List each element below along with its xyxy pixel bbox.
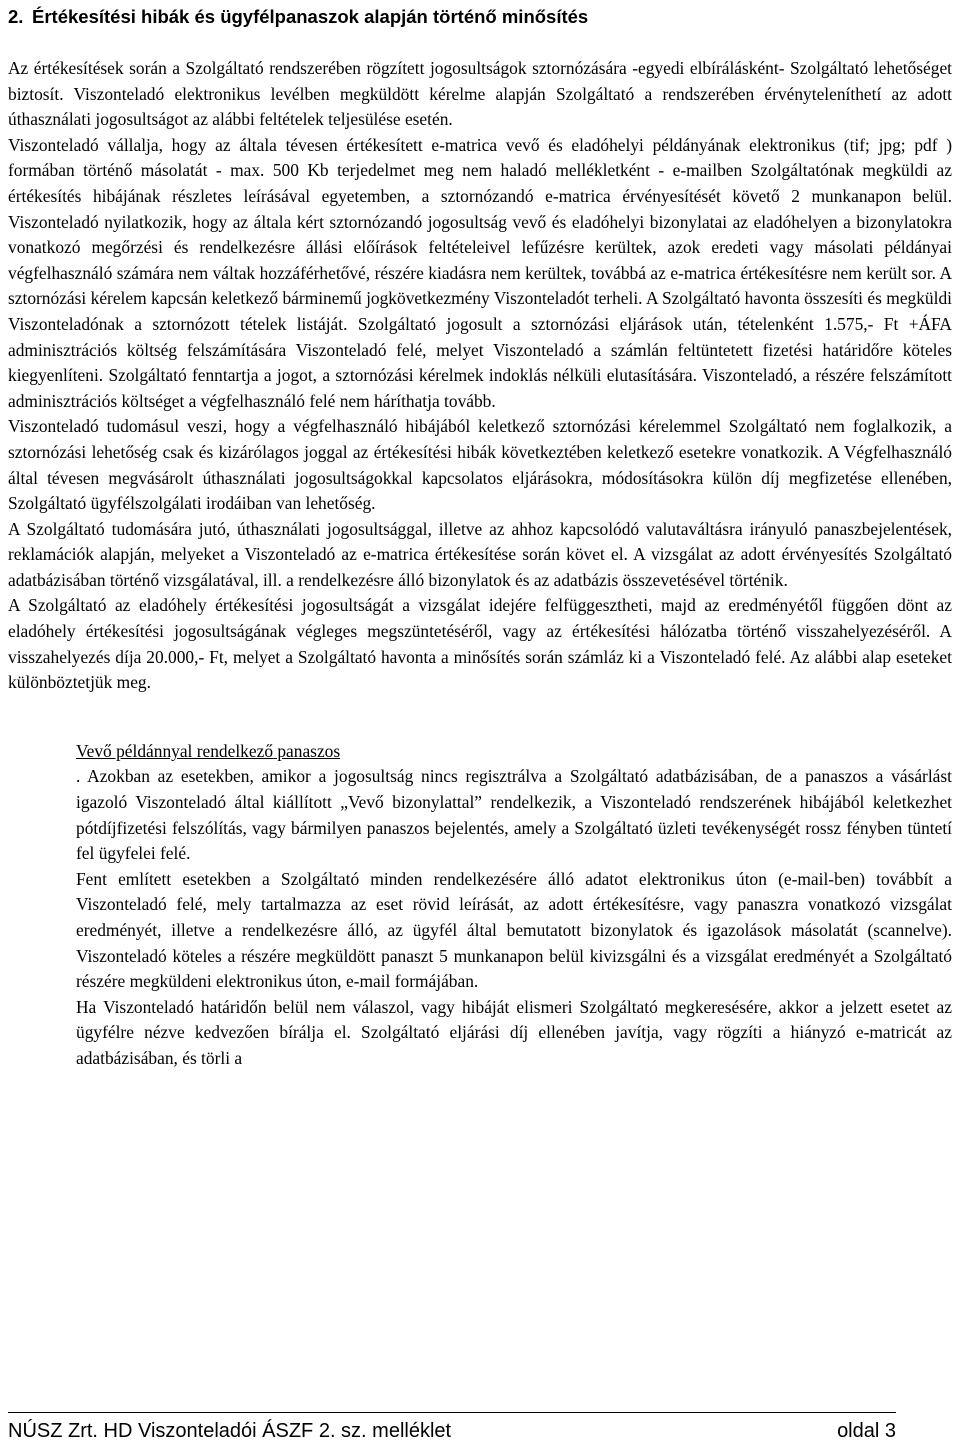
paragraph-complaints: A Szolgáltató tudomására jutó, úthasználati jogosultsággal, illetve az ahhoz kapcsolódó valutaváltásra irányuló panaszbejelentések, reklamációk alapján, melyeket a Viszonteladó az e-matrica értékesítése során követ el. A vizsgálat az adott érvényesítés Szolgáltató adatbázisában történő vizsgálatával, ill. a rendelkezésre álló bizonylatok és az adatbázis összevetésével történik. (8, 518, 952, 590)
paragraph-storno-conditions: Viszonteladó vállalja, hogy az általa tévesen értékesített e-matrica vevő és eladóhelyi példányának elektronikus (tif; jpg; pdf ) formában történő másolatát - max. 500 Kb terjedelmet meg nem haladó mellékletként - e-mailben Szolgáltatónak megküldi az értékesítés hibájának részletes leírásával egyetemben, a sztornózandó e-matrica érvényesítését követő 2 munkanapon belül. Viszonteladó nyilatkozik, hogy az általa kért sztornózandó jogosultság vevő és eladóhelyi bizonylatai az eladóhelyen a bizonylatokra vonatkozó megőrzési és rendelkezésre állási előírások feltételeivel lefűzésre kerültek, azok eredeti vagy másolati példányai végfelhasználó számára nem váltak hozzáférhetővé, részére kiadásra nem kerültek, továbbá az e-matrica értékesítésre nem került sor. A sztornózási kérelem kapcsán keletkező bárminemű jogkövetkezmény Viszonteladót terheli. A Szolgáltató havonta összesíti és megküldi Viszonteladónak a sztornózott tételek listáját. Szolgáltató jogosult a sztornózási eljárások után, tételenként 1.575,- Ft +ÁFA adminisztrációs költség felszámítására Viszonteladó felé, melyet Viszonteladó a számlán feltüntetett fizetési határidőre köteles kiegyenlíteni. Szolgáltató fenntartja a jogot, a sztornózási kérelmek indoklás nélküli elutasítására. Viszonteladó, a részére felszámított adminisztrációs költséget a végfelhasználó felé nem háríthatja tovább. (8, 134, 952, 411)
complaint-paragraph-3: Ha Viszonteladó határidőn belül nem válaszol, vagy hibáját elismeri Szolgáltató megkeresésére, akkor a jelzett esetet az ügyfélre nézve kedvezően bírálja el. Szolgáltató eljárási díj ellenében javítja, vagy rögzíti a hiányzó e-matricát az adatbázisában, és törli a (76, 996, 952, 1068)
complaint-paragraph-1: . Azokban az esetekben, amikor a jogosultság nincs regisztrálva a Szolgáltató adatbázisában, de a panaszos a vásárlást igazoló Viszonteladó által kiállított „Vevő bizonylattal” rendelkezik, a Viszonteladó rendszerének hibájából keletkezhet pótdíjfizetési felszólítás, vagy bármilyen panaszos bejelentés, amely a Szolgáltató üzleti tevékenységét rossz fényben tüntetí fel ügyfelei felé. (76, 766, 952, 864)
paragraph-suspension: A Szolgáltató az eladóhely értékesítési jogosultságát a vizsgálat idejére felfüggesztheti, majd az eredményétől függően dönt az eladóhely értékesítési jogosultságának végleges megszüntetéséről, vagy az értékesítési hálózatba történő visszahelyezéséről. A visszahelyezés díja 20.000,- Ft, melyet a Szolgáltató havonta a minősítés során számláz ki a Viszonteladó felé. Az alábbi alap eseteket különböztetjük meg. (8, 595, 952, 693)
complaint-section (8, 739, 952, 1072)
paragraph-intro: Az értékesítések során a Szolgáltató rendszerében rögzített jogosultságok sztornózására -egyedi elbírálásként- Szolgáltató lehetőséget biztosít. Viszonteladó elektronikus levélben megküldött kérelme alapján Szolgáltató a rendszerében érvényteleníthetí az adott úthasználati jogosultságot az alábbi feltételek teljesülése esetén. (8, 58, 952, 130)
section-spacer (8, 696, 952, 739)
document-page (8, 0, 952, 1072)
complaint-paragraph-2: Fent említett esetekben a Szolgáltató minden rendelkezésére álló adatot elektronikus úton (e-mail-ben) továbbít a Viszonteladó felé, mely tartalmazza az eset rövid leírását, az adott értékesítésre, vagy panaszra vonatkozó vizsgálat eredményét, illetve a rendelkezésre álló, az ügyfél által bemutatott bizonylatok és igazolások másolatát (scannelve). Viszonteladó köteles a részére megküldött panaszt 5 munkanapon belül kivizsgálni és a vizsgálat eredményét a Szolgáltató részére megküldeni elektronikus úton, e-mail formájában. (76, 868, 952, 992)
section-number: 2. (8, 6, 24, 27)
complaint-subheading: Vevő példánnyal rendelkező panaszos (76, 740, 341, 761)
paragraph-enduser-errors: Viszonteladó tudomásul veszi, hogy a végfelhasználó hibájából keletkező sztornózási kérelemmel Szolgáltató nem foglalkozik, a sztornózási lehetőség csak és kizárólagos joggal az értékesítési hibák következtében keletkező esetekre vonatkozik. A Végfelhasználó által tévesen megvásárolt úthasználati jogosultságokkal kapcsolatos eljárásokra, módosításokra külön díj megfizetése ellenében, Szolgáltató ügyfélszolgálati irodáiban van lehetőség. (8, 416, 952, 514)
section-heading (8, 5, 952, 29)
footer-page-number: oldal 3 (837, 1420, 896, 1442)
section-title: Értékesítési hibák és ügyfélpanaszok alapján történő minősítés (32, 6, 589, 27)
footer-document-title: NÚSZ Zrt. HD Viszonteladói ÁSZF 2. sz. melléklet (8, 1420, 452, 1442)
page-footer (8, 1412, 896, 1443)
